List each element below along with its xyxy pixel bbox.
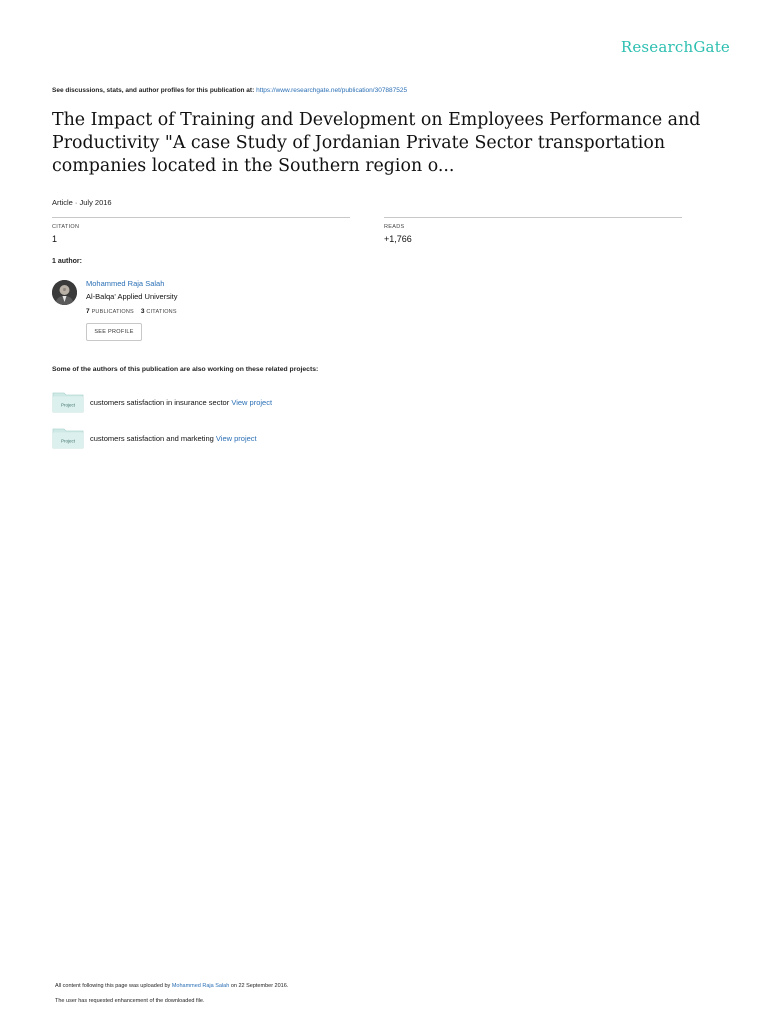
discussion-line bbox=[52, 87, 407, 94]
publication-title: The Impact of Training and Development on Employees Performance and Productivity "A case Study of Jordanian Private Sector transportation companies located in the Southern region o... bbox=[52, 110, 701, 176]
see-profile-button[interactable]: SEE PROFILE bbox=[86, 323, 142, 341]
project-item bbox=[90, 398, 272, 407]
citations-divider bbox=[52, 217, 350, 218]
author-photo-icon bbox=[52, 280, 77, 305]
publications-label: PUBLICATIONS bbox=[91, 309, 134, 315]
author-citations-count: 3 bbox=[140, 308, 145, 315]
related-projects-heading: Some of the authors of this publication are also working on these related projects: bbox=[52, 366, 319, 373]
reads-value: +1,766 bbox=[384, 234, 412, 244]
view-project-link[interactable]: View project bbox=[215, 434, 257, 443]
upload-notice bbox=[55, 983, 288, 989]
author-stats bbox=[86, 308, 177, 315]
project-icon-label: Project bbox=[60, 438, 76, 444]
article-meta: Article · July 2016 bbox=[52, 198, 112, 207]
upload-prefix: All content following this page was uploaded by bbox=[55, 983, 171, 989]
citations-label: CITATION bbox=[52, 224, 80, 230]
project-icon-label: Project bbox=[60, 402, 76, 408]
enhancement-notice: The user has requested enhancement of the downloaded file. bbox=[55, 998, 205, 1004]
project-folder-icon[interactable] bbox=[52, 391, 84, 413]
author-affiliation: Al-Balqa' Applied University bbox=[86, 292, 178, 301]
project-item bbox=[90, 434, 257, 443]
researchgate-logo[interactable]: ResearchGate bbox=[620, 38, 730, 56]
citations-value: 1 bbox=[52, 234, 58, 244]
project-folder-icon[interactable] bbox=[52, 427, 84, 449]
authors-heading: 1 author: bbox=[52, 258, 82, 265]
reads-divider bbox=[384, 217, 682, 218]
avatar[interactable] bbox=[52, 280, 77, 305]
view-project-link[interactable]: View project bbox=[231, 398, 273, 407]
project-title: customers satisfaction in insurance sector bbox=[90, 398, 230, 407]
publication-link[interactable]: https://www.researchgate.net/publication/307887525 bbox=[256, 87, 408, 94]
upload-suffix: on 22 September 2016. bbox=[230, 983, 289, 989]
discussion-text: See discussions, stats, and author profiles for this publication at: bbox=[52, 87, 255, 94]
author-citations-label: CITATIONS bbox=[146, 309, 177, 315]
author-name-link[interactable]: Mohammed Raja Salah bbox=[86, 279, 165, 288]
uploader-link[interactable]: Mohammed Raja Salah bbox=[171, 983, 230, 989]
publications-count: 7 bbox=[86, 308, 90, 315]
reads-label: READS bbox=[384, 224, 405, 230]
project-title: customers satisfaction and marketing bbox=[90, 434, 214, 443]
